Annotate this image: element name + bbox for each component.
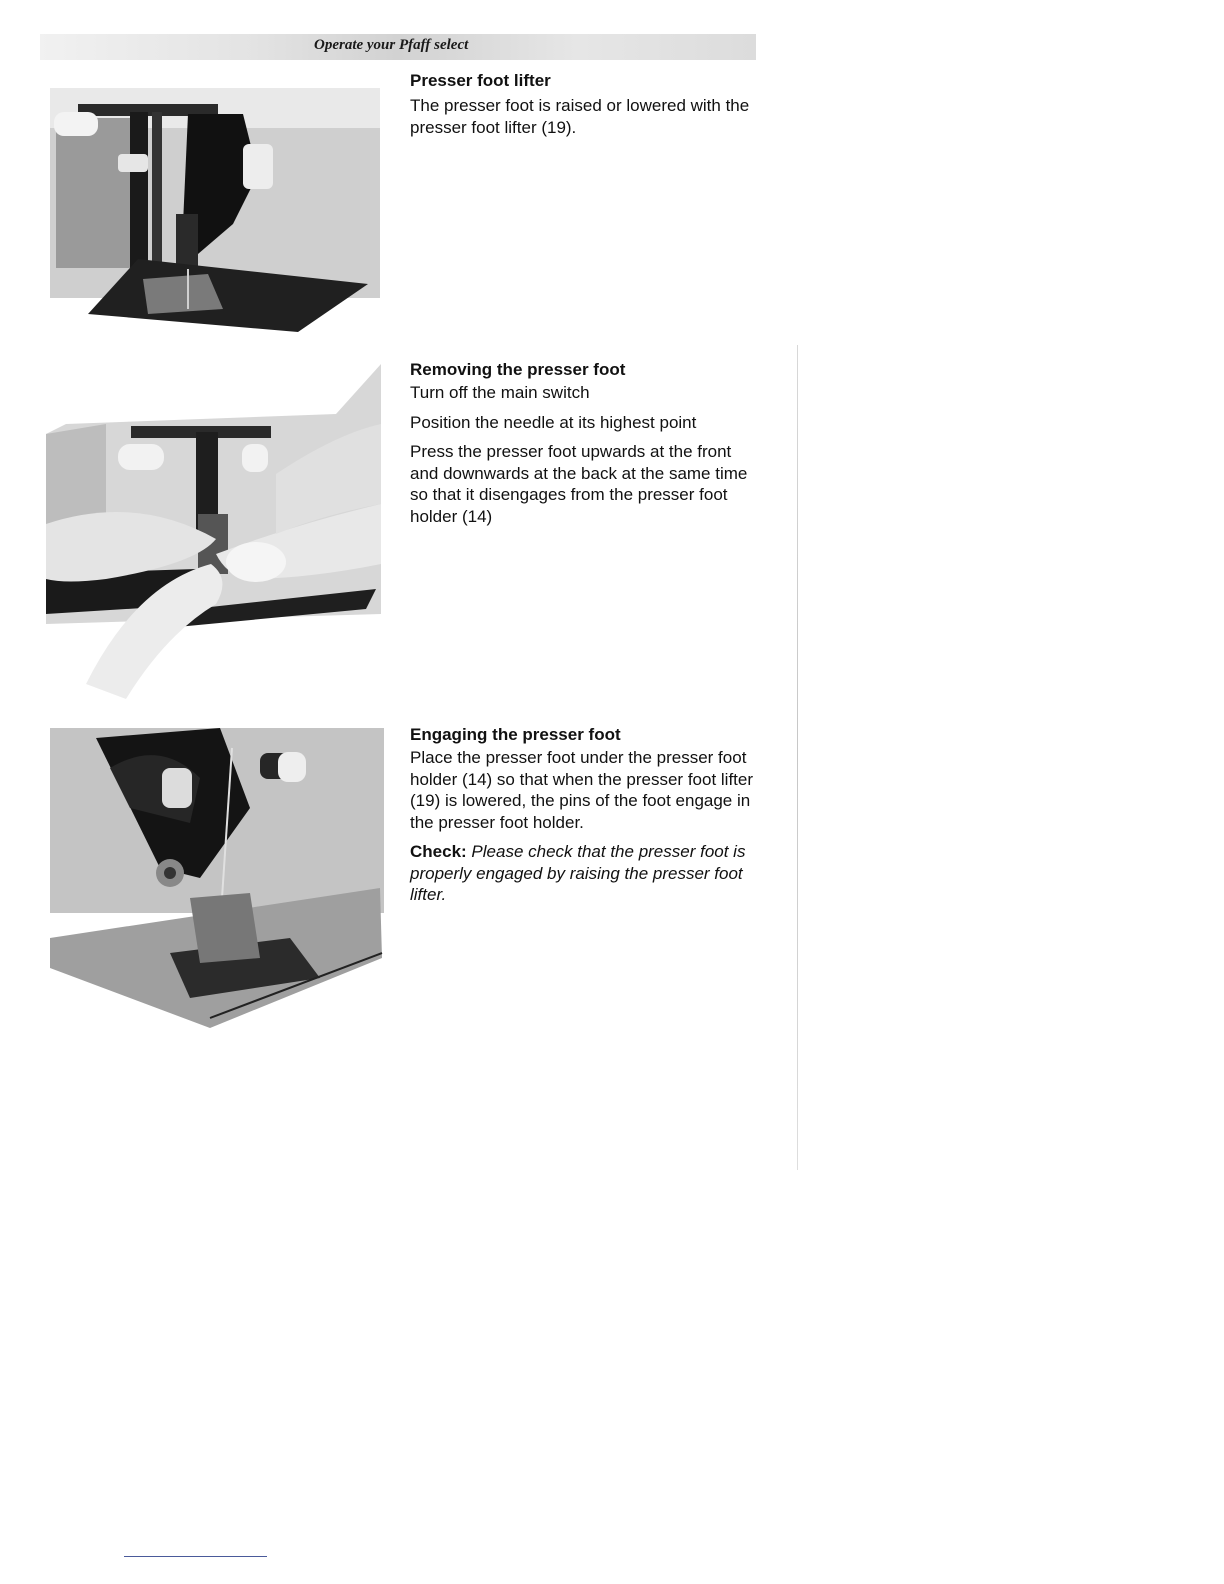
- section-paragraph: Position the needle at its highest point: [410, 412, 697, 432]
- section-paragraph: Press the presser foot upwards at the front and downwards at the back at the same time so that it disengages from the presser foot holder (14): [410, 442, 748, 526]
- section-paragraph: Place the presser foot under the presser foot holder (14) so that when the presser foot lifter (19) is lowered, the pins of the foot engage in the presser foot holder.: [410, 748, 754, 832]
- page-header-title: Operate your Pfaff select: [314, 37, 469, 53]
- footer-rule: [124, 1556, 267, 1557]
- engaging-presser-foot-photo: [50, 728, 384, 1028]
- check-note: [410, 841, 755, 906]
- section-engaging-presser-foot: [410, 724, 755, 914]
- removing-presser-foot-photo: [46, 364, 383, 704]
- section-heading: Presser foot lifter: [410, 71, 551, 90]
- check-text: Please check that the presser foot is properly engaged by raising the presser foot lifter.: [410, 842, 746, 904]
- section-removing-presser-foot: [410, 359, 755, 535]
- presser-foot-lifter-photo: [48, 74, 383, 334]
- section-heading: Engaging the presser foot: [410, 725, 621, 744]
- section-presser-foot-lifter: [410, 70, 755, 146]
- section-paragraph: The presser foot is raised or lowered with the presser foot lifter (19).: [410, 96, 750, 137]
- margin-divider-line: [797, 345, 798, 1170]
- check-label: Check:: [410, 842, 467, 861]
- section-paragraph: Turn off the main switch: [410, 383, 590, 402]
- section-heading: Removing the presser foot: [410, 360, 626, 379]
